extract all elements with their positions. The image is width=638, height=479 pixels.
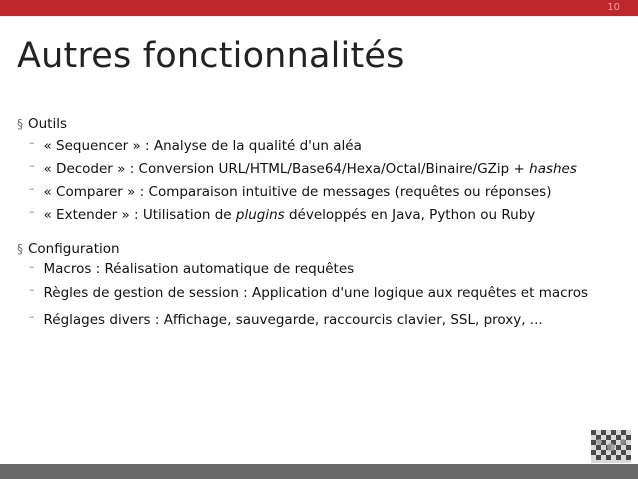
list-item <box>29 259 588 279</box>
section-configuration <box>17 239 588 333</box>
item-dash: – <box>29 182 35 195</box>
item-text-italic: hashes <box>529 160 577 177</box>
item-text: « Extender » : Utilisation de <box>43 206 236 223</box>
section-bullet: § <box>17 242 23 256</box>
list-item <box>29 203 577 226</box>
list-item <box>29 306 588 333</box>
list-item <box>29 279 588 306</box>
list-item <box>29 180 577 203</box>
item-text: « Sequencer » : Analyse de la qualité d'un aléa <box>43 137 362 154</box>
item-text: « Comparer » : Comparaison intuitive de messages (requêtes ou réponses) <box>43 183 552 200</box>
section-outils <box>17 114 577 226</box>
list-item <box>29 134 577 157</box>
item-text: Réglages divers : Affichage, sauvegarde, raccourcis clavier, SSL, proxy, ... <box>43 311 543 328</box>
item-text-italic: plugins <box>235 206 285 223</box>
section-label: Configuration <box>28 241 120 257</box>
list-item <box>29 157 577 180</box>
item-dash: – <box>29 310 35 323</box>
checkered-logo-icon <box>591 430 631 463</box>
section-bullet: § <box>17 117 23 131</box>
item-dash: – <box>29 136 35 149</box>
section-heading <box>17 239 588 259</box>
item-text: développés en Java, Python ou Ruby <box>284 206 536 223</box>
top-banner <box>0 0 638 16</box>
item-text: Macros : Réalisation automatique de requêtes <box>43 261 355 277</box>
item-dash: – <box>29 283 35 296</box>
bottom-banner <box>0 464 638 479</box>
section-heading <box>17 114 577 134</box>
item-dash: – <box>29 259 35 273</box>
item-dash: – <box>29 159 35 172</box>
section-label: Outils <box>28 116 68 132</box>
item-text: Règles de gestion de session : Application d'une logique aux requêtes et macros <box>43 284 589 301</box>
item-dash: – <box>29 205 35 218</box>
slide-title: Autres fonctionnalités <box>17 36 405 76</box>
item-text: « Decoder » : Conversion URL/HTML/Base64/Hexa/Octal/Binaire/GZip + <box>43 160 530 177</box>
page-number: 10 <box>607 2 620 13</box>
